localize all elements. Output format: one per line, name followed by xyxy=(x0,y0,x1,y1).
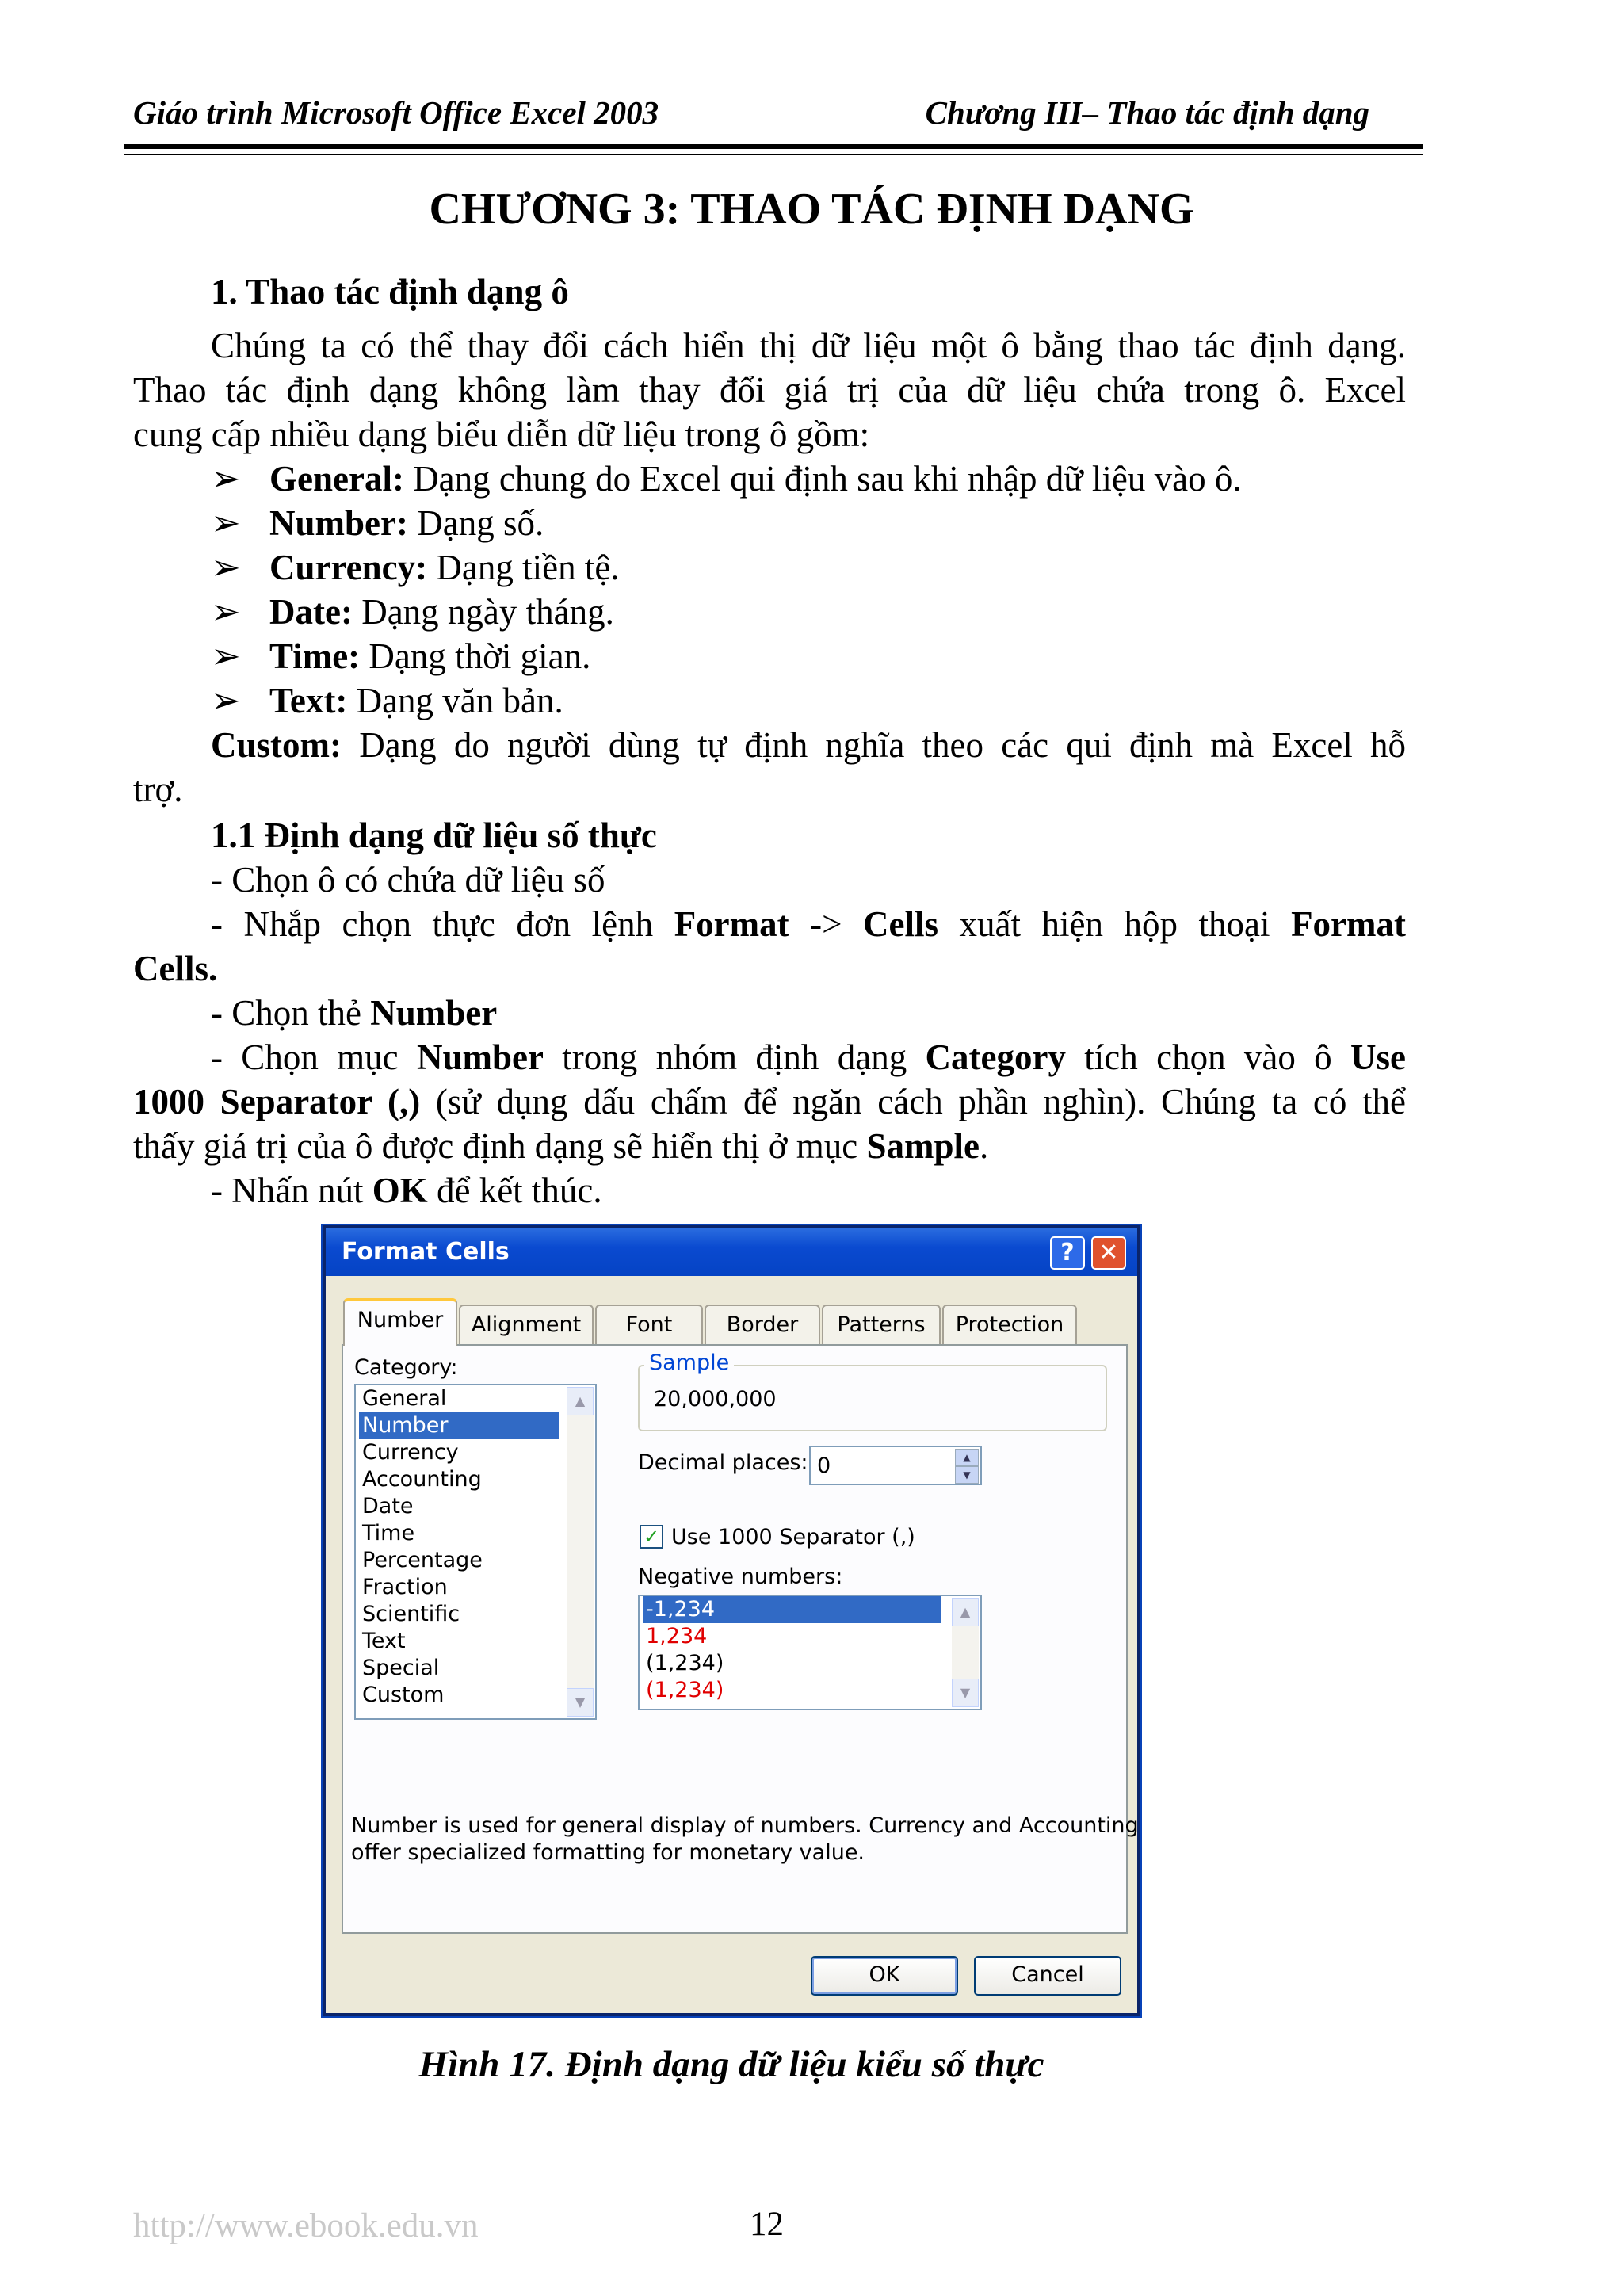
bullet-text: Dạng ngày tháng. xyxy=(352,592,614,632)
subsection-heading: 1.1 Định dạng dữ liệu số thực xyxy=(211,816,657,855)
step-text: trong nhóm định dạng xyxy=(543,1037,926,1077)
category-item[interactable]: Accounting xyxy=(362,1467,482,1492)
category-item[interactable]: General xyxy=(362,1386,447,1411)
step-text: -> xyxy=(789,904,864,944)
option-name: 1000 Separator (,) xyxy=(133,1082,421,1121)
scroll-down-icon[interactable]: ▼ xyxy=(952,1679,979,1707)
decimal-places-stepper[interactable] xyxy=(809,1446,982,1485)
step-text: - Chọn mục xyxy=(211,1037,417,1077)
negative-numbers-label: Negative numbers: xyxy=(638,1564,843,1589)
bullet-text: Dạng thời gian. xyxy=(360,636,591,676)
step-line-cont xyxy=(133,1124,1406,1168)
sample-group xyxy=(638,1350,1107,1431)
step-text: - Nhắp chọn thực đơn lệnh xyxy=(211,904,674,944)
category-item[interactable]: Fraction xyxy=(362,1575,448,1599)
bullet-term: Number: xyxy=(269,503,408,543)
scroll-up-icon[interactable]: ▲ xyxy=(952,1598,979,1626)
header-book-title: Giáo trình Microsoft Office Excel 2003 xyxy=(133,94,659,131)
menu-cells: Cells xyxy=(863,904,939,944)
option-name: Use xyxy=(1350,1037,1406,1077)
sample-label: Sample xyxy=(644,1350,734,1375)
bullet-term: Date: xyxy=(269,592,353,632)
arrow-bullet-icon: ➢ xyxy=(211,636,241,676)
category-scrollbar[interactable] xyxy=(567,1387,594,1717)
step-line xyxy=(211,1168,1406,1213)
category-list[interactable] xyxy=(354,1384,597,1720)
use-separator-label: Use 1000 Separator (,) xyxy=(671,1525,915,1549)
category-item[interactable]: Percentage xyxy=(362,1548,483,1572)
tab-number[interactable]: Number xyxy=(343,1298,457,1346)
page-number: 12 xyxy=(750,2206,784,2243)
step-line xyxy=(211,902,1406,946)
header-rule-thin xyxy=(124,154,1423,155)
step-text: thấy giá trị của ô được định dạng sẽ hiển thị ở mục xyxy=(133,1126,867,1166)
dialog-name: Format xyxy=(1291,904,1406,944)
use-separator-checkbox[interactable] xyxy=(640,1525,663,1549)
negative-option-selected[interactable]: -1,234 xyxy=(643,1596,941,1623)
header-rule-thick xyxy=(124,144,1423,149)
category-item[interactable]: Scientific xyxy=(362,1602,460,1626)
step-text: - Chọn thẻ xyxy=(211,993,371,1033)
category-item[interactable]: Text xyxy=(362,1629,406,1653)
bullet-text: Dạng số. xyxy=(407,503,544,543)
custom-line-cont: trợ. xyxy=(133,770,183,809)
category-item-selected[interactable]: Number xyxy=(359,1412,559,1439)
negative-option[interactable]: (1,234) xyxy=(646,1678,724,1702)
paragraph-line: Thao tác định dạng không làm thay đổi giá trị của dữ liệu chứa trong ô. Excel xyxy=(133,370,1406,410)
step-text: (sử dụng dấu chấm để ngăn cách phần nghìn). Chúng ta có thể xyxy=(420,1082,1406,1121)
negative-numbers-list[interactable] xyxy=(638,1595,982,1710)
step-text: . xyxy=(980,1126,989,1166)
tab-border[interactable]: Border xyxy=(705,1305,820,1344)
help-icon[interactable]: ? xyxy=(1050,1236,1085,1270)
description-line: offer specialized formatting for monetary value. xyxy=(351,1840,865,1865)
custom-text: Dạng do người dùng tự định nghĩa theo các qui định mà Excel hỗ xyxy=(342,725,1406,765)
spin-down-icon[interactable]: ▼ xyxy=(955,1466,979,1484)
close-icon[interactable]: ✕ xyxy=(1091,1236,1126,1270)
cancel-button[interactable]: Cancel xyxy=(974,1956,1121,1996)
sample-name: Sample xyxy=(866,1126,980,1166)
arrow-bullet-icon: ➢ xyxy=(211,548,241,587)
bullet-item xyxy=(211,545,620,590)
step-text: để kết thúc. xyxy=(427,1171,602,1210)
category-item[interactable]: Date xyxy=(362,1494,414,1519)
arrow-bullet-icon: ➢ xyxy=(211,681,241,720)
custom-line xyxy=(211,723,1406,767)
arrow-bullet-icon: ➢ xyxy=(211,503,241,543)
tab-protection[interactable]: Protection xyxy=(942,1305,1077,1344)
decimal-places-value: 0 xyxy=(817,1454,831,1478)
running-header xyxy=(133,94,1419,138)
section-heading: 1. Thao tác định dạng ô xyxy=(211,272,569,311)
negative-scrollbar[interactable] xyxy=(952,1598,979,1707)
category-name: Number xyxy=(416,1037,544,1077)
step-line xyxy=(211,991,1406,1035)
step-text: xuất hiện hộp thoại xyxy=(938,904,1292,944)
category-item[interactable]: Time xyxy=(362,1521,415,1545)
step-line-cont: Cells. xyxy=(133,949,218,988)
bullet-item xyxy=(211,678,563,723)
arrow-bullet-icon: ➢ xyxy=(211,592,241,632)
category-item[interactable]: Special xyxy=(362,1656,440,1680)
bullet-term: General: xyxy=(269,459,404,499)
ok-button[interactable]: OK xyxy=(811,1956,958,1996)
bullet-item xyxy=(211,634,590,678)
tab-patterns[interactable]: Patterns xyxy=(822,1305,941,1344)
step-line: - Chọn ô có chứa dữ liệu số xyxy=(211,860,605,900)
paragraph-line: Chúng ta có thể thay đổi cách hiển thị dữ liệu một ô bằng thao tác định dạng. xyxy=(211,326,1406,365)
bullet-text: Dạng chung do Excel qui định sau khi nhập dữ liệu vào ô. xyxy=(403,459,1242,499)
category-item[interactable]: Custom xyxy=(362,1683,445,1707)
group-name: Category xyxy=(925,1037,1066,1077)
sample-value: 20,000,000 xyxy=(654,1387,777,1412)
number-tab-panel xyxy=(342,1344,1139,1934)
tab-name: Number xyxy=(370,993,498,1033)
category-label: Category: xyxy=(354,1355,458,1380)
menu-format: Format xyxy=(674,904,789,944)
footer-url: http://www.ebook.edu.vn xyxy=(133,2207,479,2244)
format-cells-dialog xyxy=(321,1224,1142,2018)
paragraph-line: cung cấp nhiều dạng biểu diễn dữ liệu trong ô gồm: xyxy=(133,415,870,454)
figure-caption: Hình 17. Định dạng dữ liệu kiểu số thực xyxy=(418,2044,1044,2085)
step-line-cont xyxy=(133,1079,1406,1124)
dialog-title: Format Cells xyxy=(342,1238,510,1266)
bullet-item xyxy=(211,501,544,545)
checkmark-icon: ✓ xyxy=(643,1526,660,1548)
chapter-title: CHƯƠNG 3: THAO TÁC ĐỊNH DẠNG xyxy=(429,185,1194,234)
category-item[interactable]: Currency xyxy=(362,1440,459,1465)
step-text: tích chọn vào ô xyxy=(1065,1037,1351,1077)
bullet-item xyxy=(211,590,614,634)
scroll-up-icon[interactable]: ▲ xyxy=(567,1387,594,1415)
description-line: Number is used for general display of numbers. Currency and Accounting xyxy=(351,1813,1139,1838)
spin-up-icon[interactable]: ▲ xyxy=(955,1449,979,1466)
bullet-item xyxy=(211,457,1242,501)
header-chapter: Chương III– Thao tác định dạng xyxy=(925,94,1369,131)
dialog-body xyxy=(326,1228,1137,2013)
custom-term: Custom: xyxy=(211,725,342,765)
bullet-text: Dạng tiền tệ. xyxy=(427,548,620,587)
bullet-text: Dạng văn bản. xyxy=(347,681,563,720)
decimal-places-label: Decimal places: xyxy=(638,1450,808,1475)
dialog-titlebar[interactable] xyxy=(326,1228,1137,1276)
negative-option[interactable]: 1,234 xyxy=(646,1624,708,1648)
scroll-down-icon[interactable]: ▼ xyxy=(567,1688,594,1717)
tab-alignment[interactable]: Alignment xyxy=(459,1305,594,1344)
tab-font[interactable]: Font xyxy=(595,1305,703,1344)
step-text: - Nhấn nút xyxy=(211,1171,372,1210)
arrow-bullet-icon: ➢ xyxy=(211,459,241,499)
bullet-term: Time: xyxy=(269,636,361,676)
bullet-term: Currency: xyxy=(269,548,428,587)
ok-name: OK xyxy=(372,1171,428,1210)
bullet-term: Text: xyxy=(269,681,348,720)
negative-option[interactable]: (1,234) xyxy=(646,1651,724,1675)
step-line xyxy=(211,1035,1406,1079)
